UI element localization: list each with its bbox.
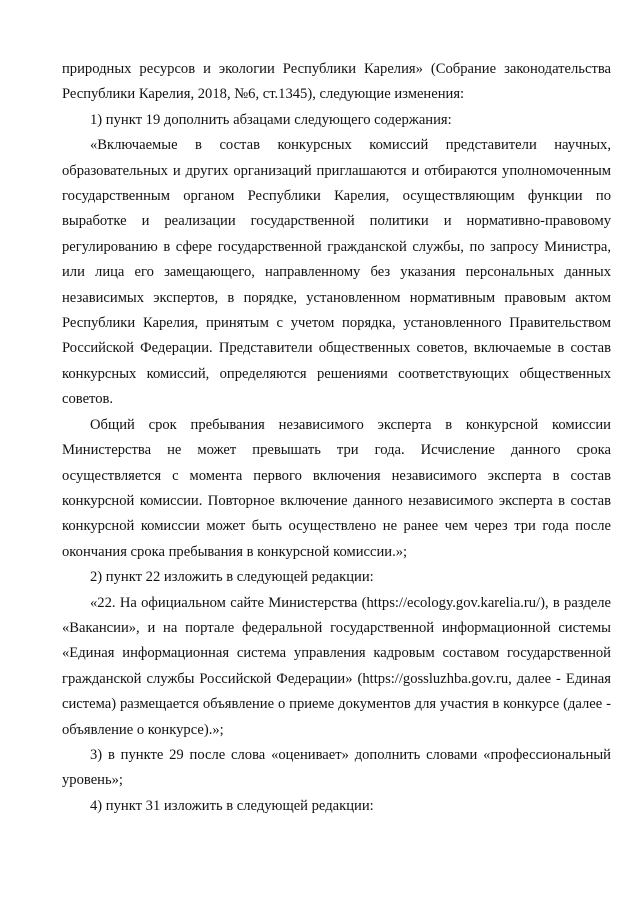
paragraph-item-3: 3) в пункте 29 после слова «оценивает» дополнить словами «профессиональный уровень»; <box>62 746 611 789</box>
paragraph-point-22: «22. На официальном сайте Министерства (https://ecology.gov.karelia.ru/), в разделе «Вакансии», и на портале федеральной государственной информационной системы «Единая информационная система управления кадровым составом государственной гражданской службы Российской Федерации» (https://gossluzhba.gov.ru, далее - Единая система) размещается объявление о приеме документов для участия в конкурсе (далее - объявление о конкурсе).»; <box>62 594 611 738</box>
paragraph-item-4-header: 4) пункт 31 изложить в следующей редакции: <box>90 797 374 814</box>
paragraph-item-2-header: 2) пункт 22 изложить в следующей редакции: <box>90 569 374 586</box>
paragraph-expert-term: Общий срок пребывания независимого эксперта в конкурсной комиссии Министерства не может превышать три года. Исчисление данного срока осуществляется с момента первого включения независимого эксперта в состав конкурсной комиссии. Повторное включение данного независимого эксперта в состав конкурсной комиссии может быть осуществлено не ранее чем через три года после окончания срока пребывания в конкурсной комиссии.»; <box>62 416 611 560</box>
paragraph-experts-selection: «Включаемые в состав конкурсных комиссий представители научных, образовательных и других организаций приглашаются и отбираются уполномоченным государственным органом Республики Карелия, осуществляющим функции по выработке и реализации государственной политики и нормативно-правовому регулированию в сфере государственной гражданской службы, по запросу Министра, или лица его замещающего, направленному без указания персональных данных независимых экспертов, в порядке, установленном нормативным правовым актом Республики Карелия, принятым с учетом порядка, установленного Правительством Российской Федерации. Представители общественных советов, включаемые в состав конкурсных комиссий, определяются решениями соответствующих общественных советов. <box>62 137 611 408</box>
document-page <box>62 57 611 819</box>
paragraph-item-1-header: 1) пункт 19 дополнить абзацами следующего содержания: <box>90 111 452 128</box>
paragraph-intro-continuation: природных ресурсов и экологии Республики Карелия» (Собрание законодательства Республики Карелия, 2018, №6, ст.1345), следующие изменения: <box>62 61 611 103</box>
